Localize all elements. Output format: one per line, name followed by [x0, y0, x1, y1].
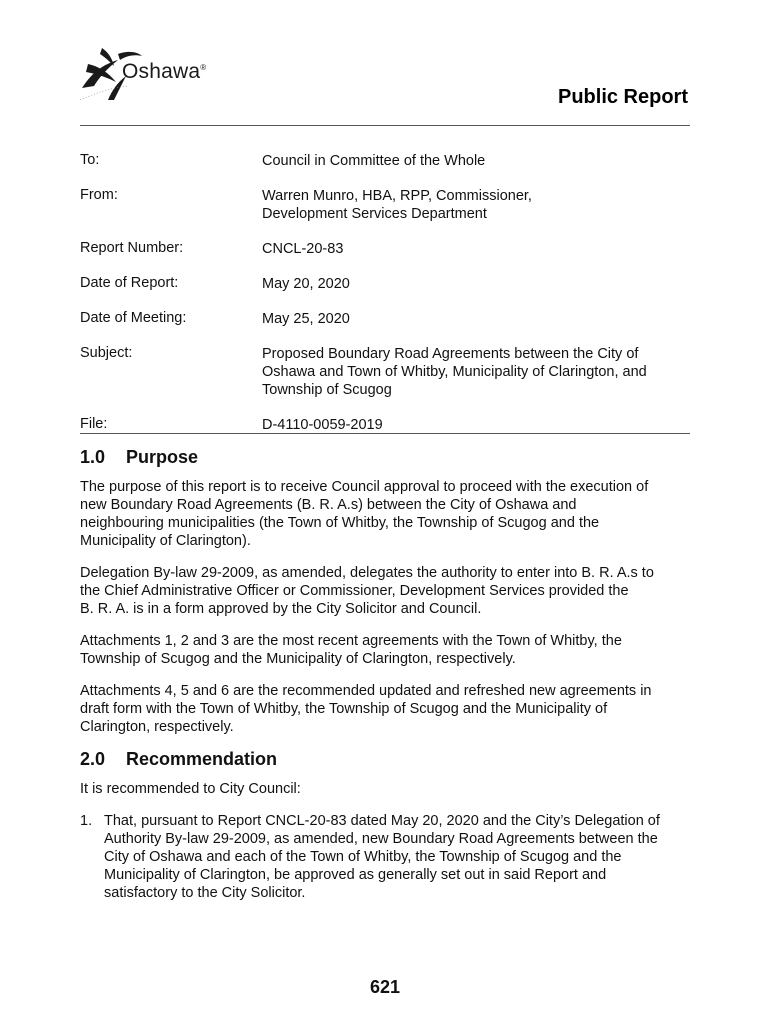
- report-title: Public Report: [557, 86, 688, 108]
- meta-value: D-4110-0059-2019: [262, 417, 383, 433]
- meta-value: Proposed Boundary Road Agreements between the City of Oshawa and Town of Whitby, Municipality of Clarington, and Township of Scugog: [262, 346, 647, 398]
- meta-value: Council in Committee of the Whole: [262, 153, 486, 169]
- page-number: 621: [369, 977, 401, 997]
- paragraph: Attachments 1, 2 and 3 are the most recent agreements with the Town of Whitby, the Township of Scugog and the Municipality of Clarington, respectively.: [80, 633, 622, 667]
- meta-row-date-of-report: [80, 275, 690, 293]
- section-heading-purpose: 1.0 Purpose: [80, 447, 199, 467]
- meta-label: Report Number:: [80, 240, 184, 256]
- meta-value: CNCL-20-83: [262, 241, 344, 257]
- report-body: [80, 448, 695, 902]
- meta-label: Date of Report:: [80, 275, 179, 291]
- paragraph: The purpose of this report is to receive Council approval to proceed with the execution of new Boundary Road Agreements (B. R. A.s) between the City of Oshawa and neighbouring municipalities (the Town of Whitby, the Township of Scugog and the Municipality of Clarington).: [80, 479, 649, 549]
- meta-row-to: [80, 152, 690, 170]
- meta-row-subject: [80, 345, 690, 399]
- meta-label: Subject:: [80, 345, 133, 361]
- header-divider: [80, 125, 690, 126]
- paragraph: Delegation By-law 29-2009, as amended, delegates the authority to enter into B. R. A.s to the Chief Administrative Officer or Commissioner, Development Services provided the B. R. A. is in a form approved by the City Solicitor and Council.: [80, 565, 654, 617]
- meta-label: Date of Meeting:: [80, 310, 187, 326]
- meta-row-file: [80, 416, 690, 434]
- report-metadata: [80, 152, 690, 451]
- meta-label: File:: [80, 416, 108, 432]
- meta-row-from: [80, 187, 690, 223]
- paragraph: Attachments 4, 5 and 6 are the recommended updated and refreshed new agreements in draft form with the Town of Whitby, the Township of Scugog and the Municipality of Clarington, respectively.: [80, 683, 652, 735]
- paragraph: It is recommended to City Council:: [80, 781, 301, 797]
- meta-label: From:: [80, 187, 118, 203]
- metadata-divider: [80, 433, 690, 434]
- meta-row-report-number: [80, 240, 690, 258]
- meta-row-date-of-meeting: [80, 310, 690, 328]
- meta-value: May 20, 2020: [262, 276, 350, 292]
- meta-label: To:: [80, 152, 100, 168]
- logo-wordmark: Oshawa®: [122, 60, 207, 83]
- section-heading-recommendation: 2.0 Recommendation: [80, 749, 278, 769]
- list-item: 1. That, pursuant to Report CNCL-20-83 dated May 20, 2020 and the City’s Delegation of Authority By-law 29-2009, as amended, new Boundary Road Agreements between the City of Oshawa and each of the Town of Whitby, the Township of Scugog and the Municipality of Clarington, be approved as generally set out in said Report and satisfactory to the City Solicitor.: [80, 813, 660, 901]
- meta-value: Warren Munro, HBA, RPP, Commissioner, Development Services Department: [262, 188, 532, 222]
- meta-value: May 25, 2020: [262, 311, 350, 327]
